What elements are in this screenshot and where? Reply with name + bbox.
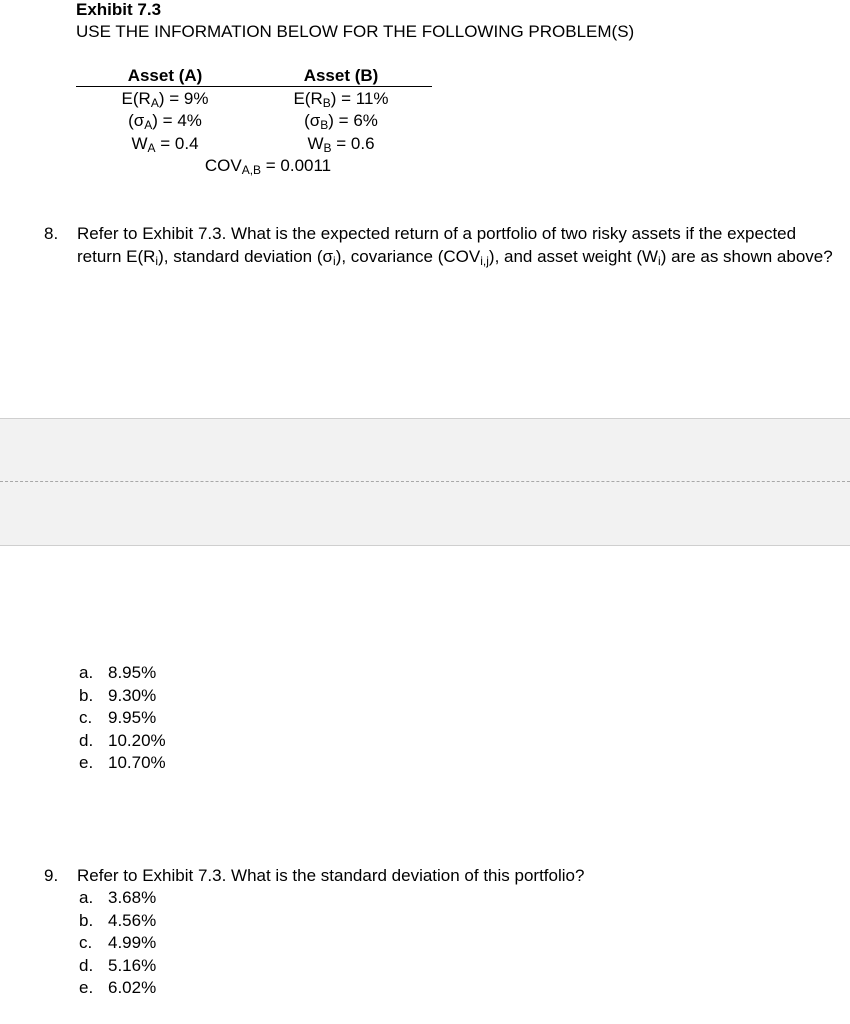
asset-b-header: Asset (B) — [303, 66, 379, 85]
option-value: 4.56% — [108, 910, 157, 930]
covariance: $COV_{A,B} = 0.0011$ — [204, 156, 332, 177]
question-9-number: 9. — [44, 866, 59, 885]
covariance-value: 0.0011 — [280, 156, 332, 175]
option-letter: e. — [79, 753, 94, 772]
asset-b-expected-return-value: 11% — [355, 88, 389, 108]
question-9 — [44, 864, 834, 888]
option-letter: d. — [79, 730, 94, 750]
option-value: 9.95% — [108, 708, 157, 727]
option-value: 4.99% — [108, 933, 157, 952]
table-header-rule — [76, 86, 432, 87]
page-break — [0, 418, 850, 546]
question-8-text-part3: ), covariance (COV — [335, 247, 481, 266]
asset-a-column — [75, 65, 255, 155]
asset-table — [76, 65, 432, 177]
question-9-text: Refer to Exhibit 7.3. What is the standard deviation of this portfolio? — [77, 866, 585, 885]
option-letter: b. — [79, 910, 94, 930]
asset-a-std-dev-value: 4% — [177, 111, 202, 130]
page-break-dashed-line — [0, 481, 850, 482]
question-8-text-part2: ), standard deviation (σ — [158, 247, 334, 266]
question-8-text-part4: ), and asset weight (W — [488, 247, 659, 266]
asset-b-column — [251, 65, 431, 155]
option-value: 10.20% — [108, 730, 166, 750]
option-value: 10.70% — [108, 753, 166, 772]
option-value: 3.68% — [108, 888, 157, 907]
question-8-text-part1: Refer to Exhibit 7.3. What is the expected return of a portfolio of two risky assets if the expected return E(R — [77, 224, 797, 266]
question-8-text-part5: ) are as shown above? — [660, 247, 833, 266]
option-letter: c. — [79, 708, 93, 727]
option-letter: e. — [79, 978, 94, 997]
asset-b-weight-value: 0.6 — [350, 133, 375, 153]
option-letter: d. — [79, 955, 94, 975]
option-letter: c. — [79, 933, 93, 952]
option-letter: b. — [79, 685, 94, 705]
exhibit-instruction: USE THE INFORMATION BELOW FOR THE FOLLOWING PROBLEM(S) — [76, 22, 635, 41]
asset-b-weight: $W_B = 0.6$ — [307, 133, 375, 155]
question-8-number: 8. — [44, 224, 59, 243]
asset-b-std-dev-value: 6% — [353, 111, 378, 130]
exhibit-title: Exhibit 7.3 — [76, 0, 162, 19]
option-letter: a. — [79, 663, 94, 682]
option-value: 8.95% — [108, 663, 157, 682]
asset-b-std-dev: $(\sigma_B) = 6\%$ — [304, 111, 378, 132]
asset-a-std-dev: $(\sigma_A) = 4\%$ — [128, 111, 202, 132]
asset-a-weight: $W_A = 0.4$ — [131, 133, 199, 155]
option-value: 5.16% — [108, 955, 157, 975]
option-letter: a. — [79, 888, 94, 907]
option-value: 9.30% — [108, 685, 157, 705]
option-value: 6.02% — [108, 978, 157, 997]
asset-a-weight-value: 0.4 — [174, 133, 199, 153]
asset-b-expected-return: $E(R_B) = 11\%$ — [293, 88, 389, 110]
asset-a-expected-return: $E(R_A) = 9\%$ — [121, 88, 209, 110]
question-8-text: Refer to Exhibit 7.3. What is the expected return of a portfolio of two risky assets if the expected return $E(R_i)$, standard deviation $(\sigma_i)$, covariance $(COV_{i,j})$, and asset weight $(W_i)$ are as shown above? — [77, 224, 833, 268]
asset-a-expected-return-value: 9% — [183, 88, 209, 108]
asset-a-header: Asset (A) — [127, 66, 203, 85]
question-8 — [44, 222, 834, 292]
